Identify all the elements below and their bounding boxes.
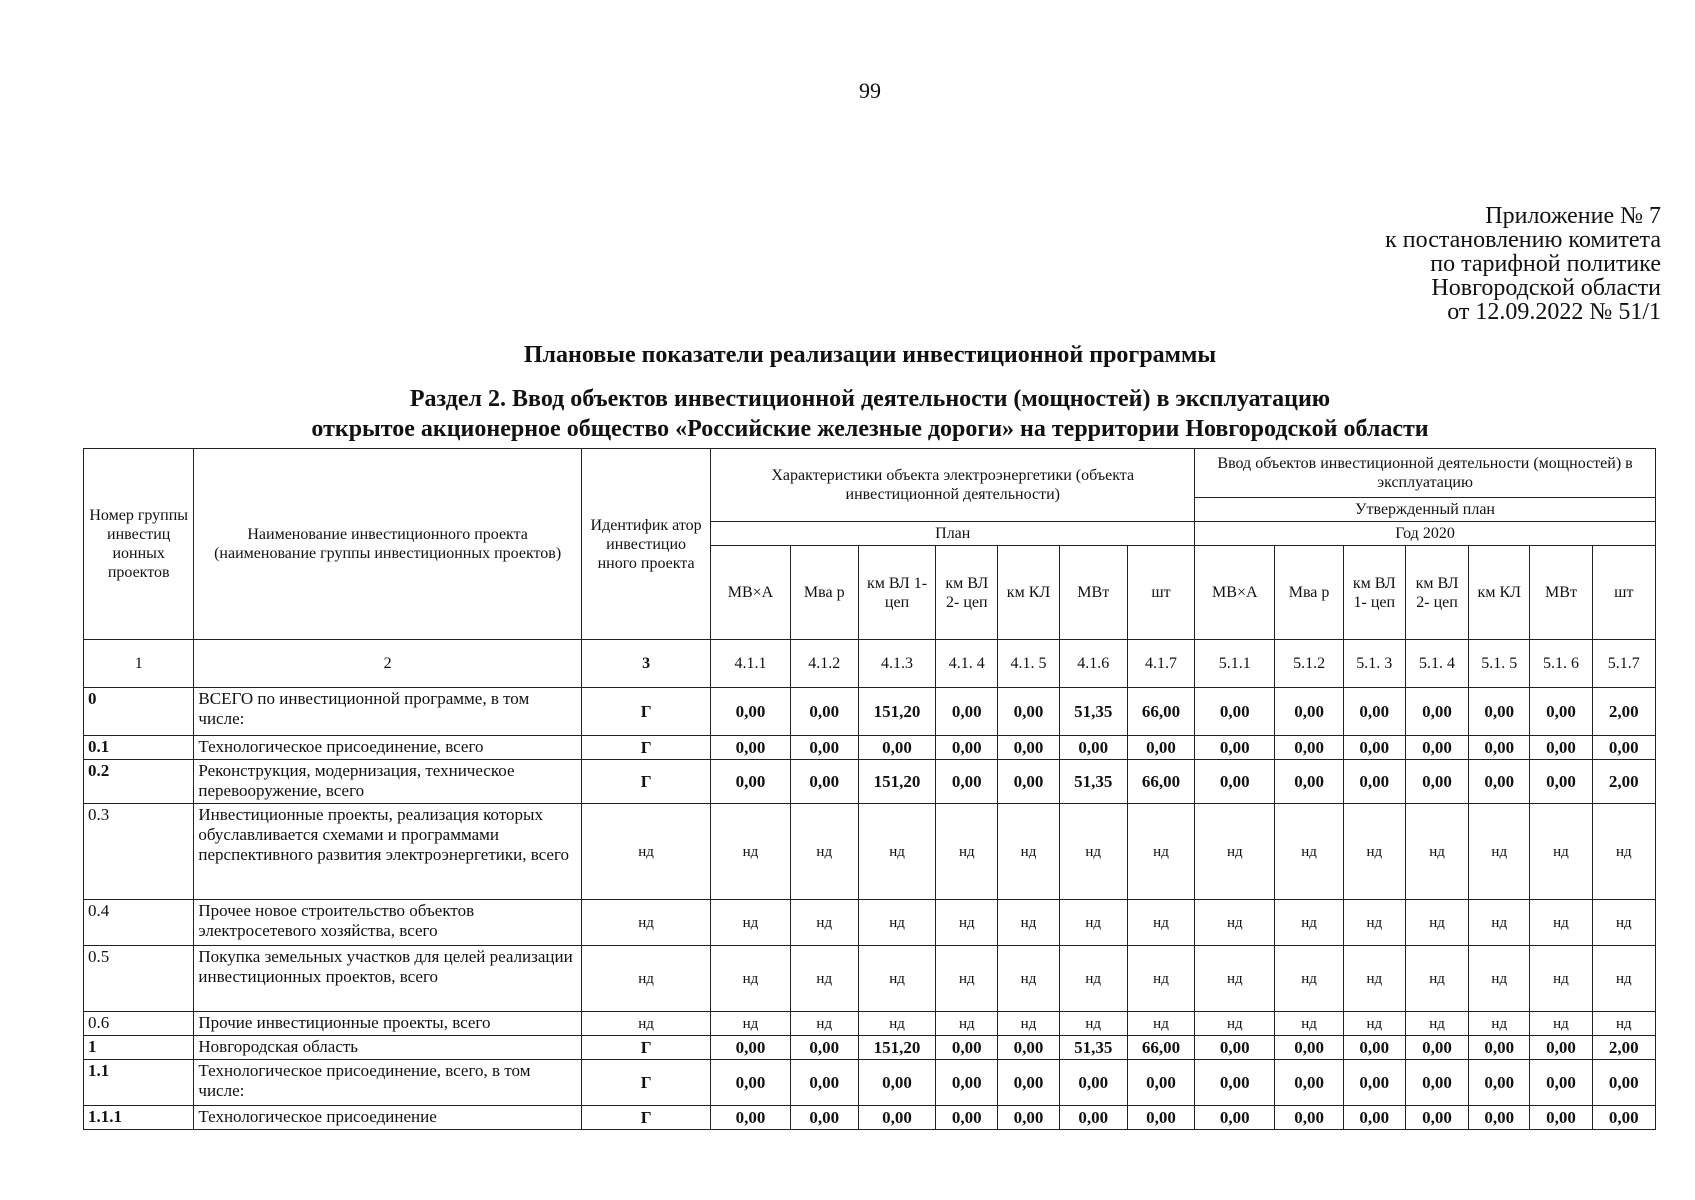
row-value-cell: 0,00: [1405, 688, 1468, 736]
row-value-cell: нд: [936, 1012, 998, 1036]
row-value-cell: 66,00: [1127, 760, 1194, 804]
row-value-cell: нд: [1195, 1012, 1275, 1036]
row-value-cell: 0,00: [790, 1106, 858, 1130]
column-number-cell: 1: [84, 640, 194, 688]
row-value-cell: 0,00: [1405, 1060, 1468, 1106]
header-row: [84, 449, 1656, 498]
row-value-cell: 0,00: [858, 1060, 935, 1106]
row-value-cell: 0,00: [936, 1106, 998, 1130]
row-group-number: 1: [84, 1036, 194, 1060]
row-project-identifier: нд: [581, 804, 710, 900]
row-value-cell: нд: [1059, 900, 1127, 946]
row-group-number: 0.4: [84, 900, 194, 946]
row-value-cell: нд: [858, 946, 935, 1012]
row-value-cell: 0,00: [1195, 1060, 1275, 1106]
appendix-line: к постановлению комитета: [1385, 227, 1661, 253]
row-value-cell: 0,00: [998, 736, 1059, 760]
row-value-cell: 0,00: [1343, 1036, 1405, 1060]
row-value-cell: 0,00: [790, 736, 858, 760]
row-value-cell: 0,00: [1275, 736, 1343, 760]
row-value-cell: 0,00: [1530, 1106, 1592, 1130]
row-value-cell: нд: [1343, 900, 1405, 946]
row-value-cell: 0,00: [1195, 760, 1275, 804]
row-value-cell: 0,00: [1195, 1106, 1275, 1130]
appendix-line: Новгородской области: [1431, 275, 1661, 301]
table-row: [84, 1036, 1656, 1060]
row-value-cell: нд: [1275, 900, 1343, 946]
row-value-cell: 0,00: [790, 760, 858, 804]
page-number: 99: [859, 78, 881, 103]
row-value-cell: 0,00: [1592, 1060, 1655, 1106]
column-number-cell: 5.1.2: [1275, 640, 1343, 688]
row-project-name: Технологическое присоединение: [194, 1106, 581, 1130]
row-value-cell: 0,00: [1405, 1106, 1468, 1130]
column-number-cell: 4.1. 4: [936, 640, 998, 688]
row-value-cell: 0,00: [1405, 760, 1468, 804]
row-value-cell: 0,00: [1195, 1036, 1275, 1060]
header-year: Год 2020: [1195, 522, 1656, 546]
column-number-cell: 3: [581, 640, 710, 688]
row-group-number: 0.1: [84, 736, 194, 760]
row-project-identifier: Г: [581, 736, 710, 760]
row-value-cell: 0,00: [711, 1106, 790, 1130]
row-value-cell: нд: [936, 804, 998, 900]
row-value-cell: 0,00: [711, 1060, 790, 1106]
row-project-name: ВСЕГО по инвестиционной программе, в том числе:: [194, 688, 581, 736]
row-group-number: 0.5: [84, 946, 194, 1012]
row-project-identifier: нд: [581, 900, 710, 946]
row-value-cell: 0,00: [998, 760, 1059, 804]
unit-header-cell: км КЛ: [998, 546, 1059, 640]
row-value-cell: 0,00: [1343, 760, 1405, 804]
row-project-name: Прочие инвестиционные проекты, всего: [194, 1012, 581, 1036]
row-value-cell: нд: [1405, 900, 1468, 946]
row-project-name: Технологическое присоединение, всего, в том числе:: [194, 1060, 581, 1106]
unit-header-cell: МВт: [1059, 546, 1127, 640]
row-value-cell: нд: [1405, 946, 1468, 1012]
row-value-cell: нд: [1195, 900, 1275, 946]
row-value-cell: нд: [1469, 946, 1530, 1012]
column-number-cell: 5.1. 4: [1405, 640, 1468, 688]
row-value-cell: нд: [1405, 1012, 1468, 1036]
row-value-cell: 0,00: [1275, 1106, 1343, 1130]
row-value-cell: нд: [1469, 804, 1530, 900]
row-value-cell: нд: [711, 804, 790, 900]
table-row: [84, 804, 1656, 900]
row-value-cell: 0,00: [1275, 1036, 1343, 1060]
column-number-cell: 5.1.7: [1592, 640, 1655, 688]
row-value-cell: 0,00: [998, 1106, 1059, 1130]
unit-header-cell: МВ×А: [711, 546, 790, 640]
row-value-cell: 0,00: [936, 736, 998, 760]
row-value-cell: 0,00: [1059, 1106, 1127, 1130]
header-project-name: Наименование инвестиционного проекта (наименование группы инвестиционных проектов): [194, 449, 581, 640]
row-value-cell: 0,00: [711, 688, 790, 736]
row-value-cell: 0,00: [936, 1060, 998, 1106]
row-value-cell: 0,00: [711, 736, 790, 760]
table-row: [84, 688, 1656, 736]
row-project-identifier: Г: [581, 1060, 710, 1106]
row-value-cell: нд: [936, 900, 998, 946]
table-row: [84, 1012, 1656, 1036]
row-value-cell: нд: [711, 1012, 790, 1036]
row-value-cell: 51,35: [1059, 1036, 1127, 1060]
row-value-cell: 0,00: [1469, 1106, 1530, 1130]
appendix-block: [1385, 204, 1661, 324]
row-project-name: Новгородская область: [194, 1036, 581, 1060]
row-value-cell: 0,00: [1469, 688, 1530, 736]
row-value-cell: 0,00: [1275, 760, 1343, 804]
table-row: [84, 736, 1656, 760]
unit-header-cell: Мва р: [1275, 546, 1343, 640]
row-value-cell: 0,00: [711, 1036, 790, 1060]
header-plan: План: [711, 522, 1195, 546]
row-project-name: Технологическое присоединение, всего: [194, 736, 581, 760]
unit-header-cell: МВт: [1530, 546, 1592, 640]
row-value-cell: нд: [1592, 1012, 1655, 1036]
row-value-cell: нд: [1592, 900, 1655, 946]
row-value-cell: 0,00: [858, 736, 935, 760]
unit-header-cell: км ВЛ 1- цеп: [1343, 546, 1405, 640]
row-value-cell: 2,00: [1592, 1036, 1655, 1060]
row-value-cell: 151,20: [858, 688, 935, 736]
row-value-cell: 51,35: [1059, 760, 1127, 804]
row-value-cell: нд: [1127, 1012, 1194, 1036]
row-value-cell: нд: [1530, 900, 1592, 946]
row-value-cell: нд: [858, 900, 935, 946]
column-number-row: [84, 640, 1656, 688]
unit-header-cell: Мва р: [790, 546, 858, 640]
row-value-cell: нд: [858, 804, 935, 900]
row-value-cell: нд: [711, 946, 790, 1012]
row-value-cell: нд: [1195, 946, 1275, 1012]
row-value-cell: 2,00: [1592, 688, 1655, 736]
document-title: Плановые показатели реализации инвестиционной программы: [523, 342, 1217, 368]
row-value-cell: 0,00: [1530, 1036, 1592, 1060]
row-value-cell: нд: [1059, 946, 1127, 1012]
appendix-line: по тарифной политике: [1430, 251, 1661, 277]
row-value-cell: 66,00: [1127, 1036, 1194, 1060]
row-project-identifier: нд: [581, 1012, 710, 1036]
row-value-cell: 0,00: [790, 1036, 858, 1060]
row-value-cell: 0,00: [1530, 760, 1592, 804]
unit-header-cell: км ВЛ 1-цеп: [858, 546, 935, 640]
row-value-cell: 0,00: [936, 1036, 998, 1060]
table-body: [84, 449, 1656, 1130]
row-value-cell: 0,00: [1469, 736, 1530, 760]
row-value-cell: 0,00: [998, 1036, 1059, 1060]
column-number-cell: 4.1. 5: [998, 640, 1059, 688]
row-project-name: Покупка земельных участков для целей реализации инвестиционных проектов, всего: [194, 946, 581, 1012]
row-value-cell: нд: [998, 946, 1059, 1012]
row-value-cell: 0,00: [790, 1060, 858, 1106]
row-group-number: 0.2: [84, 760, 194, 804]
row-value-cell: 151,20: [858, 1036, 935, 1060]
row-value-cell: 0,00: [1275, 1060, 1343, 1106]
row-value-cell: нд: [1195, 804, 1275, 900]
row-value-cell: нд: [998, 804, 1059, 900]
unit-header-cell: км КЛ: [1469, 546, 1530, 640]
row-value-cell: 0,00: [1195, 688, 1275, 736]
unit-header-cell: шт: [1127, 546, 1194, 640]
header-group-number: Номер группы инвестиц ионных проектов: [84, 449, 194, 640]
header-approved-plan: Утвержденный план: [1195, 498, 1656, 522]
row-value-cell: 0,00: [936, 760, 998, 804]
column-number-cell: 5.1. 3: [1343, 640, 1405, 688]
row-value-cell: 51,35: [1059, 688, 1127, 736]
row-value-cell: 0,00: [1343, 736, 1405, 760]
row-value-cell: 0,00: [1195, 736, 1275, 760]
column-number-cell: 4.1.7: [1127, 640, 1194, 688]
table-row: [84, 760, 1656, 804]
table-row: [84, 1060, 1656, 1106]
row-project-identifier: Г: [581, 1106, 710, 1130]
row-value-cell: 0,00: [711, 760, 790, 804]
row-value-cell: нд: [1127, 900, 1194, 946]
row-value-cell: 0,00: [1592, 1106, 1655, 1130]
row-value-cell: 0,00: [1127, 1060, 1194, 1106]
row-value-cell: 66,00: [1127, 688, 1194, 736]
row-value-cell: нд: [1127, 804, 1194, 900]
row-value-cell: 0,00: [858, 1106, 935, 1130]
row-value-cell: 0,00: [1405, 736, 1468, 760]
investment-table: [83, 448, 1656, 1130]
appendix-line: от 12.09.2022 № 51/1: [1447, 299, 1661, 325]
header-project-identifier: Идентифик атор инвестицио нного проекта: [581, 449, 710, 640]
column-number-cell: 2: [194, 640, 581, 688]
row-value-cell: нд: [1343, 1012, 1405, 1036]
unit-header-cell: МВ×А: [1195, 546, 1275, 640]
row-value-cell: 0,00: [790, 688, 858, 736]
organization-title: открытое акционерное общество «Российские железные дороги» на территории Новгородской области: [311, 416, 1429, 442]
table-row: [84, 900, 1656, 946]
row-value-cell: 0,00: [1343, 688, 1405, 736]
row-value-cell: нд: [936, 946, 998, 1012]
row-value-cell: 0,00: [936, 688, 998, 736]
row-value-cell: 0,00: [998, 688, 1059, 736]
row-value-cell: нд: [1592, 946, 1655, 1012]
row-value-cell: 0,00: [1059, 736, 1127, 760]
row-value-cell: 0,00: [1343, 1106, 1405, 1130]
column-number-cell: 5.1. 6: [1530, 640, 1592, 688]
row-project-identifier: нд: [581, 946, 710, 1012]
row-value-cell: нд: [790, 804, 858, 900]
row-value-cell: 0,00: [1592, 736, 1655, 760]
row-value-cell: 0,00: [1469, 1036, 1530, 1060]
row-value-cell: нд: [998, 900, 1059, 946]
row-project-name: Реконструкция, модернизация, техническое перевооружение, всего: [194, 760, 581, 804]
row-value-cell: 0,00: [1405, 1036, 1468, 1060]
column-number-cell: 4.1.1: [711, 640, 790, 688]
column-number-cell: 4.1.3: [858, 640, 935, 688]
header-commissioning: Ввод объектов инвестиционной деятельности (мощностей) в эксплуатацию: [1195, 449, 1656, 498]
column-number-cell: 5.1. 5: [1469, 640, 1530, 688]
unit-header-cell: км ВЛ 2- цеп: [1405, 546, 1468, 640]
row-value-cell: нд: [790, 946, 858, 1012]
row-value-cell: нд: [1530, 1012, 1592, 1036]
row-value-cell: нд: [1059, 804, 1127, 900]
row-project-name: Прочее новое строительство объектов электросетевого хозяйства, всего: [194, 900, 581, 946]
row-value-cell: нд: [998, 1012, 1059, 1036]
row-value-cell: нд: [1469, 1012, 1530, 1036]
row-value-cell: 0,00: [998, 1060, 1059, 1106]
row-value-cell: 0,00: [1059, 1060, 1127, 1106]
row-value-cell: 0,00: [1530, 736, 1592, 760]
row-value-cell: 0,00: [1469, 760, 1530, 804]
row-value-cell: 0,00: [1530, 1060, 1592, 1106]
row-group-number: 0: [84, 688, 194, 736]
row-group-number: 1.1: [84, 1060, 194, 1106]
row-project-identifier: Г: [581, 760, 710, 804]
row-value-cell: нд: [790, 900, 858, 946]
row-value-cell: нд: [1530, 946, 1592, 1012]
row-group-number: 0.6: [84, 1012, 194, 1036]
row-value-cell: нд: [1275, 946, 1343, 1012]
row-value-cell: нд: [1343, 946, 1405, 1012]
column-number-cell: 5.1.1: [1195, 640, 1275, 688]
row-project-name: Инвестиционные проекты, реализация которых обуславливается схемами и программами перспективного развития электроэнергетики, всего: [194, 804, 581, 900]
row-value-cell: нд: [1059, 1012, 1127, 1036]
header-characteristics: Характеристики объекта электроэнергетики (объекта инвестиционной деятельности): [711, 449, 1195, 522]
row-group-number: 1.1.1: [84, 1106, 194, 1130]
row-value-cell: нд: [1405, 804, 1468, 900]
row-value-cell: 0,00: [1127, 1106, 1194, 1130]
row-project-identifier: Г: [581, 1036, 710, 1060]
appendix-line: Приложение № 7: [1485, 203, 1661, 229]
unit-header-cell: км ВЛ 2- цеп: [936, 546, 998, 640]
row-value-cell: нд: [1592, 804, 1655, 900]
row-value-cell: 0,00: [1469, 1060, 1530, 1106]
row-value-cell: 0,00: [1530, 688, 1592, 736]
row-value-cell: нд: [1275, 804, 1343, 900]
row-value-cell: 151,20: [858, 760, 935, 804]
section-title: Раздел 2. Ввод объектов инвестиционной деятельности (мощностей) в эксплуатацию: [409, 386, 1331, 412]
row-value-cell: 0,00: [1127, 736, 1194, 760]
row-value-cell: нд: [790, 1012, 858, 1036]
column-number-cell: 4.1.6: [1059, 640, 1127, 688]
row-value-cell: нд: [711, 900, 790, 946]
row-value-cell: нд: [1343, 804, 1405, 900]
column-number-cell: 4.1.2: [790, 640, 858, 688]
row-project-identifier: Г: [581, 688, 710, 736]
row-value-cell: нд: [858, 1012, 935, 1036]
row-value-cell: нд: [1530, 804, 1592, 900]
row-value-cell: 0,00: [1275, 688, 1343, 736]
table-row: [84, 946, 1656, 1012]
row-value-cell: 0,00: [1343, 1060, 1405, 1106]
row-value-cell: нд: [1469, 900, 1530, 946]
row-value-cell: 2,00: [1592, 760, 1655, 804]
unit-header-cell: шт: [1592, 546, 1655, 640]
table-row: [84, 1106, 1656, 1130]
row-value-cell: нд: [1275, 1012, 1343, 1036]
row-value-cell: нд: [1127, 946, 1194, 1012]
row-group-number: 0.3: [84, 804, 194, 900]
